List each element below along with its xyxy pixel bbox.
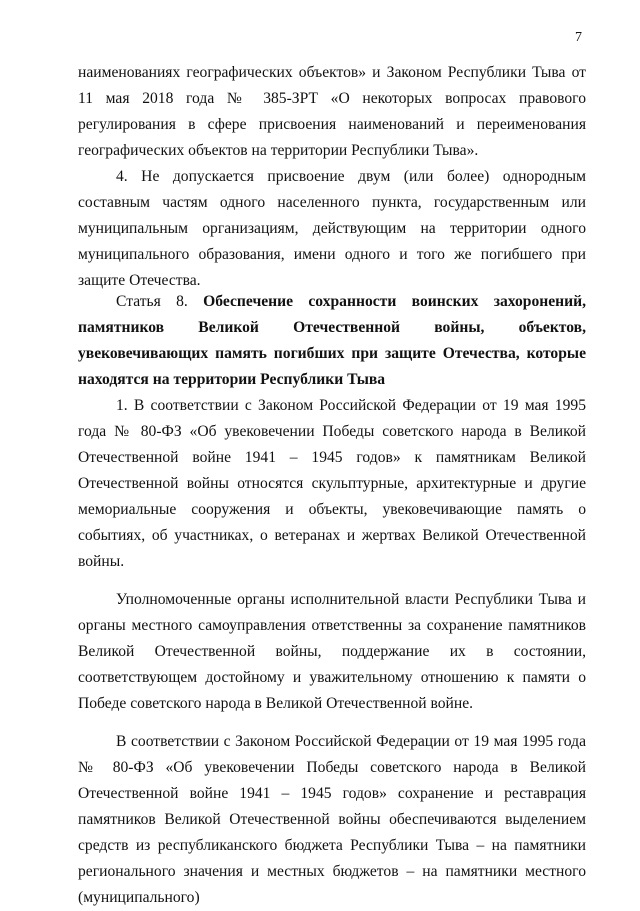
- article-heading: [78, 289, 586, 393]
- paragraph-4: [78, 164, 586, 294]
- article-paragraph-2: Уполномоченные органы исполнительной власти Республики Тыва и органы местного самоуправления ответственны за сохранение памятников Великой Отечественной войны, поддержание их в состоянии, соответствующем достойному и уважительному отношению к памяти о Победе советского народа в Великой Отечественной войне.: [78, 591, 586, 712]
- article-8-heading: [78, 289, 586, 393]
- paragraph-text: 4. Не допускается присвоение двум (или более) однородным составным частям одного населенного пункта, государственным или муниципальным организациям, действующим на территории одного муниципального образования, имени одного и того же погибшего при защите Отечества.: [78, 168, 586, 289]
- article-title: Обеспечение сохранности воинских захоронений, памятников Великой Отечественной войны, объектов, увековечивающих память погибших при защите Отечества, которые находятся на территории Республики Тыва: [78, 293, 587, 388]
- article-paragraph-3: В соответствии с Законом Российской Федерации от 19 мая 1995 года № 80-ФЗ «Об увековечении Победы советского народа в Великой Отечественной войне 1941 – 1945 годов» сохранение и реставрация памятников Великой Отечественной войны обеспечиваются выделением средств из республиканского бюджета Республики Тыва – на памятники регионального значения и местных бюджетов – на памятники местного (муниципального): [78, 733, 586, 906]
- paragraph-continuation: [78, 60, 586, 164]
- page-number: 7: [575, 30, 582, 45]
- article-paragraph-1: 1. В соответствии с Законом Российской Федерации от 19 мая 1995 года № 80-ФЗ «Об увековечении Победы советского народа в Великой Отечественной войне 1941 – 1945 годов» к памятникам Великой Отечественной войны относятся скульптурные, архитектурные и другие мемориальные сооружения и объекты, увековечивающие память о событиях, об участниках, о ветеранах и жертвах Великой Отечественной войны.: [78, 397, 586, 570]
- paragraph-text: наименованиях географических объектов» и Законом Республики Тыва от 11 мая 2018 года № 385-ЗРТ «О некоторых вопросах правового регулирования в сфере присвоения наименований и переименования географических объектов на территории Республики Тыва».: [78, 64, 586, 159]
- article-prefix: Статья 8.: [116, 293, 204, 310]
- article-8-body: [78, 393, 586, 911]
